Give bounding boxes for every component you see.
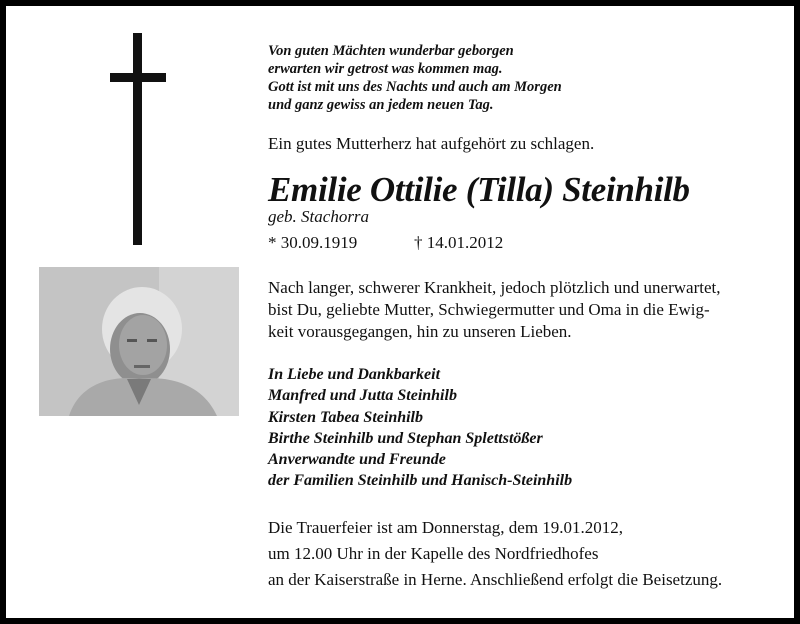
mourner-line: In Liebe und Dankbarkeit <box>268 366 441 383</box>
funeral-info <box>268 515 788 593</box>
poem-line: Von guten Mächten wunderbar geborgen <box>268 43 514 59</box>
mourner-line: Anverwandte und Freunde <box>268 451 446 469</box>
mourner-line: Birthe Steinhilb und Stephan Splettstößer <box>268 429 543 447</box>
mourner-line: Manfred und Jutta Steinhilb <box>268 387 457 405</box>
portrait-illustration <box>39 267 239 416</box>
poem-line: und ganz gewiss an jedem neuen Tag. <box>268 97 494 113</box>
funeral-line: an der Kaiserstraße in Herne. Anschließend erfolgt die Beisetzung. <box>268 569 723 589</box>
cross-vertical-bar <box>133 33 142 245</box>
obituary-message <box>268 277 788 343</box>
message-line: bist Du, geliebte Mutter, Schwiegermutter und Oma in die Ewig- <box>268 300 710 319</box>
life-dates <box>268 233 788 253</box>
poem <box>268 42 788 114</box>
death-date: † 14.01.2012 <box>414 233 504 252</box>
mourner-line: Kirsten Tabea Steinhilb <box>268 408 423 426</box>
message-line: Nach langer, schwerer Krankheit, jedoch plötzlich und unerwartet, <box>268 278 721 297</box>
intro-text: Ein gutes Mutterherz hat aufgehört zu schlagen. <box>268 134 595 153</box>
maiden-name: geb. Stachorra <box>268 207 370 226</box>
mourner-line: der Familien Steinhilb und Hanisch-Steinhilb <box>268 472 573 490</box>
message-line: keit vorausgegangen, hin zu unseren Lieben. <box>268 322 572 341</box>
poem-line: erwarten wir getrost was kommen mag. <box>268 61 503 77</box>
birth-date: * 30.09.1919 <box>268 233 358 252</box>
mourners-list <box>268 364 788 492</box>
deceased-name: Emilie Ottilie (Tilla) Steinhilb <box>268 170 690 209</box>
poem-line: Gott ist mit uns des Nachts und auch am Morgen <box>268 79 562 95</box>
portrait-photo <box>39 267 239 416</box>
funeral-line: Die Trauerfeier ist am Donnerstag, dem 19.01.2012, <box>268 517 624 537</box>
obituary-content <box>268 42 788 593</box>
cross-horizontal-bar <box>110 73 166 82</box>
funeral-line: um 12.00 Uhr in der Kapelle des Nordfriedhofes <box>268 543 599 563</box>
